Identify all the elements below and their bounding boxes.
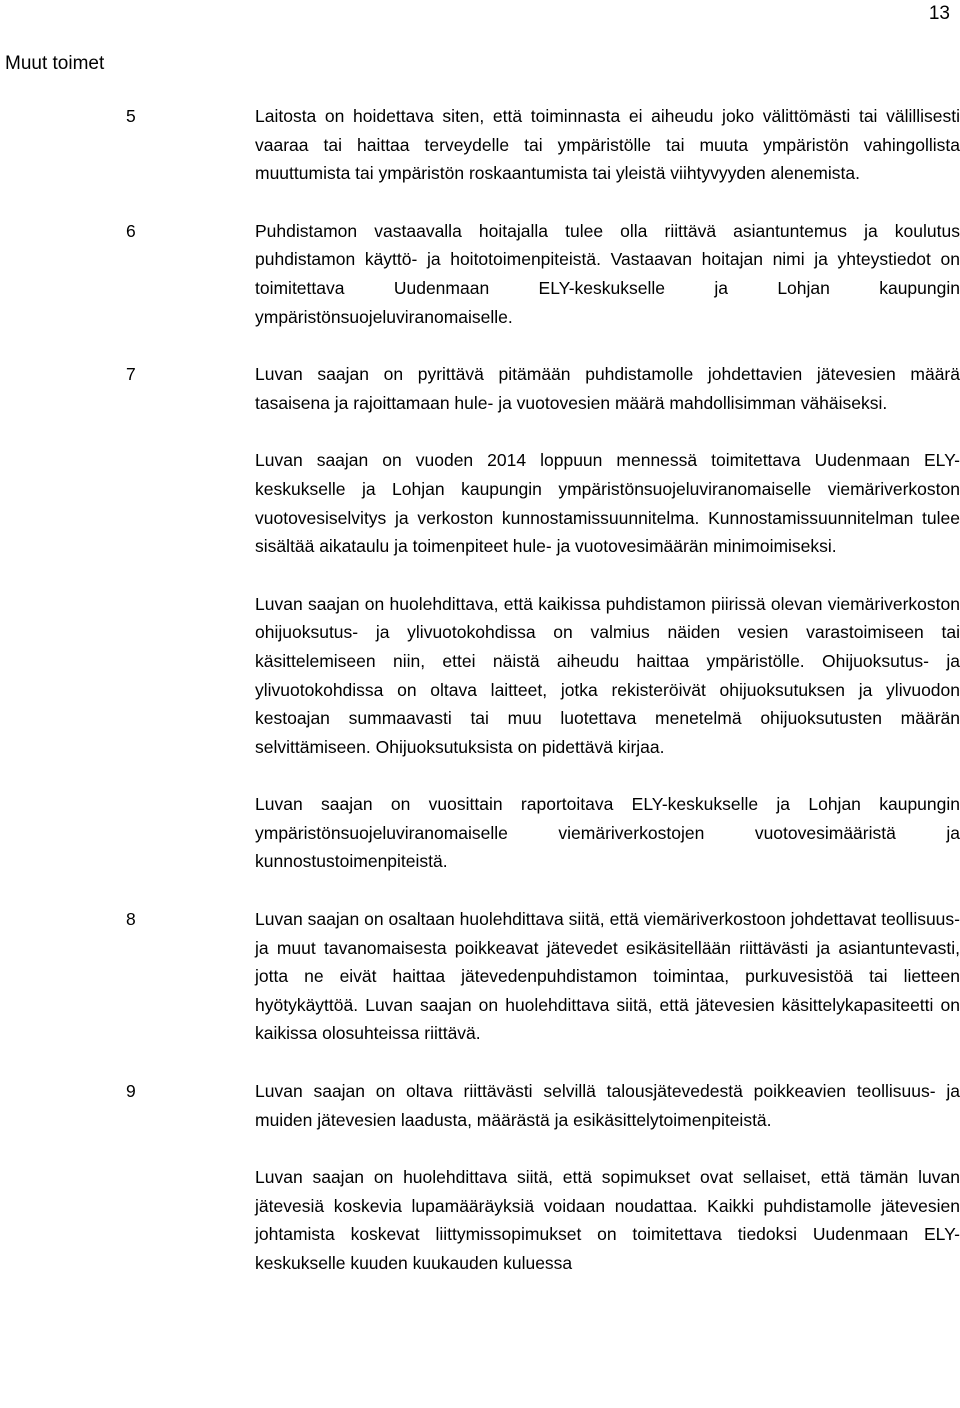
item-paragraph: Luvan saajan on pyrittävä pitämään puhdistamolle johdettavien jätevesien määrä tasaisena ja rajoittamaan hule- ja vuotovesien määrä mahdollisimman vähäiseksi. — [255, 364, 960, 413]
item-paragraph: Luvan saajan on osaltaan huolehdittava siitä, että viemäriverkostoon johdettavat teollisuus- ja muut tavanomaisesta poikkeavat jätevedet esikäsitellään riittävästi ja asiantuntevasti, jotta ne eivät haittaa jätevedenpuhdistamon toimintaa, purkuvesistöä tai lietteen hyötykäyttöä. Luvan saajan on huolehdittava siitä, että jätevesien käsittelykapasiteetti on kaikissa olosuhteissa riittävä. — [255, 909, 960, 1044]
item-number: 5 — [126, 106, 136, 126]
regulations-list — [0, 102, 960, 1307]
regulation-item-5 — [0, 102, 960, 188]
item-number: 9 — [126, 1081, 136, 1102]
regulation-item-7 — [0, 360, 960, 876]
page-number: 13 — [928, 3, 950, 24]
item-paragraph: Laitosta on hoidettava siten, että toiminnasta ei aiheudu joko välittömästi tai välillisesti vaaraa tai haittaa terveydelle tai ympäristölle tai muuta ympäristön vahingollista muuttumista tai ympäristön roskaantumista tai yleistä viihtyvyyden alenemista. — [255, 106, 960, 184]
item-paragraph: Luvan saajan on huolehdittava siitä, että sopimukset ovat sellaiset, että tämän luvan jätevesiä koskevia lupamääräyksiä voidaan noudattaa. Kaikki puhdistamolle jätevesien johtamista koskevat liittymissopimukset on toimitettava tiedoksi Uudenmaan ELY-keskukselle kuuden kuukauden kuluessa — [255, 1167, 960, 1273]
item-number: 8 — [126, 909, 136, 930]
item-paragraph: Luvan saajan on vuosittain raportoitava ELY-keskukselle ja Lohjan kaupungin ympäristönsuojeluviranomaiselle viemäriverkostojen vuotovesimääristä ja kunnostustoimenpiteistä. — [255, 794, 960, 872]
item-paragraph: Luvan saajan on vuoden 2014 loppuun mennessä toimitettava Uudenmaan ELY-keskukselle ja Lohjan kaupungin ympäristönsuojeluviranomaiselle viemäriverkoston vuotovesiselvitys ja verkoston kunnostamissuunnitelma. Kunnostamissuunnitelman tulee sisältää aikataulu ja toimenpiteet hule- ja vuotovesimäärän minimoimiseksi. — [255, 450, 960, 557]
section-heading: Muut toimet — [5, 53, 105, 74]
item-number: 6 — [126, 220, 136, 241]
regulation-item-9 — [0, 1077, 960, 1278]
item-paragraph: Luvan saajan on huolehdittava, että kaikissa puhdistamon piirissä olevan viemäriverkoston ohijuoksutus- ja ylivuotokohdissa on valmius näiden vesien varastoimiseen tai käsittelemiseen niin, ettei näistä aiheudu haittaa ympäristölle. Ohijuoksutus- ja ylivuotokohdissa on oltava laitteet, jotka rekisteröivät ohijuoksutuksen ja ylivuodon kestoajan summaavasti tai muu luotettava menetelmä ohijuoksutusten määrän selvittämiseen. Ohijuoksutuksista on pidettävä kirjaa. — [255, 593, 960, 757]
regulation-item-6 — [0, 217, 960, 331]
item-number: 7 — [126, 364, 136, 385]
item-paragraph: Luvan saajan on oltava riittävästi selvillä talousjätevedestä poikkeavien teollisuus- ja muiden jätevesien laadusta, määrästä ja esikäsittelytoimenpiteistä. — [255, 1081, 960, 1130]
item-paragraph: Puhdistamon vastaavalla hoitajalla tulee olla riittävä asiantuntemus ja koulutus puhdistamon käyttö- ja hoitotoimenpiteistä. Vastaavan hoitajan nimi ja yhteystiedot on toimitettava Uudenmaan ELY-keskukselle ja Lohjan kaupungin ympäristönsuojeluviranomaiselle. — [255, 220, 960, 327]
regulation-item-8 — [0, 905, 960, 1048]
